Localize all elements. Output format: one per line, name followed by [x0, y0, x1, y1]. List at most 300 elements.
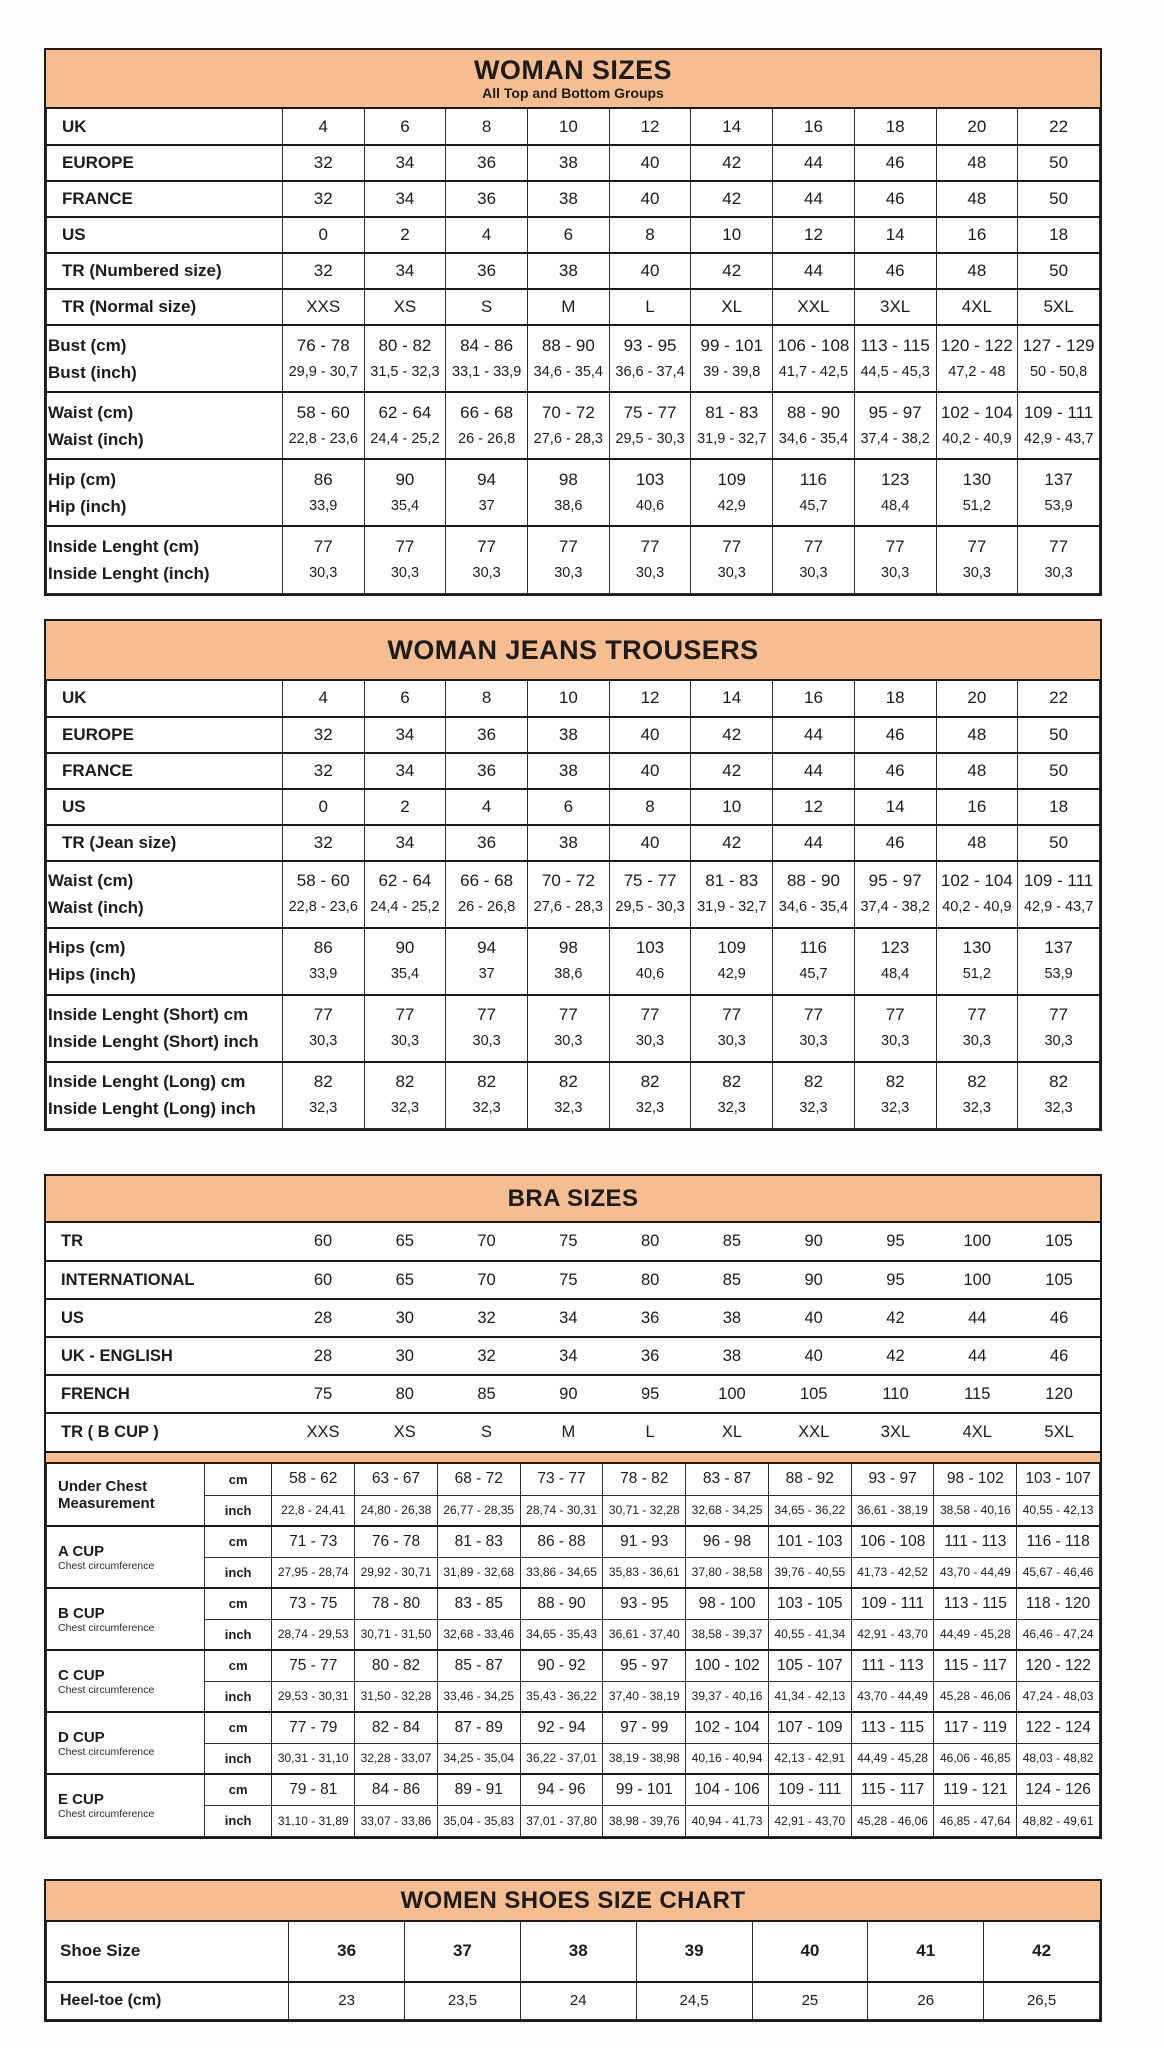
size-cell: 22,8 - 24,41 — [272, 1495, 355, 1526]
size-value-cm: 77 — [477, 1005, 497, 1024]
size-cell: 50 — [1018, 253, 1100, 289]
size-cell — [773, 995, 855, 1062]
row-label-bottom: Inside Lenght (Long) inch — [48, 1099, 256, 1119]
size-cell: 38,58 - 39,37 — [686, 1619, 769, 1650]
size-value-cm: 137 — [1044, 469, 1073, 489]
size-value-inch: 36,6 - 37,4 — [615, 363, 685, 380]
size-cell: 46,46 - 47,24 — [1017, 1619, 1100, 1650]
size-cell: 12 — [609, 109, 691, 145]
row-label-bottom: Hips (inch) — [48, 965, 136, 984]
size-cell: 36 — [289, 1922, 405, 1982]
size-cell — [691, 861, 773, 928]
size-cell: 116 - 118 — [1017, 1526, 1100, 1557]
size-cell — [446, 526, 528, 593]
size-cell: 28,74 - 29,53 — [272, 1619, 355, 1650]
table-row — [47, 789, 1100, 825]
table-row — [47, 1922, 1100, 1982]
size-cell: 8 — [446, 681, 528, 717]
size-cell: 106 - 108 — [851, 1526, 934, 1557]
size-cell: 70 — [446, 1261, 528, 1299]
size-cell: 65 — [364, 1261, 446, 1299]
cup-label — [47, 1650, 205, 1712]
size-cell: 77 - 79 — [272, 1712, 355, 1743]
size-value-cm: 109 — [717, 469, 746, 489]
size-value-cm: 77 — [967, 536, 987, 556]
row-label: FRENCH — [46, 1375, 282, 1413]
size-value-inch: 35,4 — [390, 966, 420, 982]
size-cell — [446, 928, 528, 995]
size-cell: 31,89 - 32,68 — [437, 1557, 520, 1588]
size-cell: 122 - 124 — [1017, 1712, 1100, 1743]
size-cell — [282, 928, 364, 995]
size-value-cm: 77 — [803, 1005, 823, 1024]
size-cell — [527, 459, 609, 526]
divider-band — [46, 1451, 1100, 1464]
size-cell — [854, 861, 936, 928]
size-cell: 43,70 - 44,49 — [851, 1681, 934, 1712]
bra-sizes-header — [46, 1176, 1100, 1223]
size-cell: 30,31 - 31,10 — [272, 1743, 355, 1774]
size-value-inch: 30,3 — [1044, 564, 1073, 581]
size-value-inch: 30,3 — [309, 564, 338, 581]
size-cell: 32,28 - 33,07 — [355, 1743, 438, 1774]
row-label — [47, 995, 283, 1062]
size-cell: 44 — [773, 253, 855, 289]
size-value-cm: 82 — [640, 1072, 660, 1092]
size-cell — [609, 995, 691, 1062]
size-cell: 65 — [395, 1232, 414, 1250]
size-cell — [691, 526, 773, 593]
size-cell — [691, 995, 773, 1062]
size-value-inch: 22,8 - 23,6 — [288, 430, 358, 447]
size-cell — [691, 459, 773, 526]
size-cell: 6 — [527, 217, 609, 253]
size-value-cm: 77 — [1049, 536, 1069, 556]
size-value-inch: 30,3 — [881, 564, 910, 581]
size-cell: 44 — [773, 825, 855, 861]
shoes-section — [44, 1879, 1102, 2023]
size-value-inch: 32,3 — [962, 1100, 991, 1117]
size-cell: 100 — [691, 1375, 773, 1413]
size-cell: 105 — [773, 1375, 855, 1413]
table-row — [47, 526, 1100, 593]
woman-sizes-section — [44, 48, 1102, 596]
table-row — [47, 1495, 1100, 1526]
size-value-inch: 30,3 — [962, 564, 991, 581]
size-cell: 34 — [364, 253, 446, 289]
size-cell: 32 — [446, 1299, 528, 1337]
size-cell: 40 — [609, 825, 691, 861]
size-cell — [936, 325, 1018, 392]
size-value-cm: 77 — [640, 536, 660, 556]
size-cell: 44 — [936, 1299, 1018, 1337]
size-value-inch: 30,3 — [881, 1033, 910, 1049]
size-cell — [609, 459, 691, 526]
size-cell: 40 — [773, 1337, 855, 1375]
row-label-bottom: Waist (inch) — [48, 898, 144, 917]
size-cell: 28 — [282, 1299, 364, 1337]
size-value-inch: 32,3 — [554, 1100, 583, 1117]
size-cell: 42 — [984, 1922, 1100, 1982]
size-cell: 109 - 111 — [768, 1774, 851, 1805]
table-row — [47, 1619, 1100, 1650]
size-value-cm: 88 - 90 — [786, 871, 840, 890]
size-value-cm: 58 - 60 — [296, 402, 350, 422]
size-value-inch: 30,3 — [635, 1033, 665, 1049]
size-cell: 40 — [609, 753, 691, 789]
size-value-inch: 41,7 - 42,5 — [778, 363, 849, 380]
table-row — [47, 253, 1100, 289]
size-cell — [773, 1062, 855, 1129]
size-value-cm: 130 — [962, 938, 992, 957]
size-value-inch: 32,3 — [881, 1100, 910, 1117]
size-cell: 16 — [936, 217, 1018, 253]
size-value-inch: 45,7 — [799, 966, 828, 982]
table-row — [47, 181, 1100, 217]
size-value-inch: 50 - 50,8 — [1029, 363, 1088, 380]
size-cell: 6 — [364, 109, 446, 145]
size-value-cm: 77 — [395, 536, 415, 556]
size-value-inch: 30,3 — [390, 564, 420, 581]
size-cell — [446, 861, 528, 928]
size-value-cm: 75 - 77 — [623, 871, 677, 890]
row-label-top: Inside Lenght (Short) cm — [48, 1005, 249, 1024]
size-cell: 80 — [640, 1232, 660, 1250]
size-cell: 26,5 — [984, 1982, 1100, 2020]
size-cell: 36 — [446, 717, 528, 753]
row-label: FRANCE — [47, 753, 283, 789]
table-row — [47, 217, 1100, 253]
size-value-inch: 37 — [478, 497, 495, 514]
unit-cell: cm — [204, 1526, 271, 1557]
size-cell: 115 — [936, 1375, 1018, 1413]
table-row — [47, 928, 1100, 995]
size-cell — [854, 459, 936, 526]
cup-label — [47, 1712, 205, 1774]
size-cell: 8 — [446, 109, 528, 145]
size-cell: 34,25 - 35,04 — [437, 1743, 520, 1774]
size-cell: 18 — [854, 109, 936, 145]
size-cell — [282, 1062, 364, 1129]
row-label-top: Inside Lenght (cm) — [48, 536, 200, 556]
size-cell: 100 - 102 — [686, 1650, 769, 1681]
row-label — [47, 928, 283, 995]
size-value-cm: 109 — [717, 938, 746, 957]
size-cell: 38 — [527, 253, 609, 289]
size-cell: 44 — [936, 1337, 1018, 1375]
size-value-cm: 103 — [635, 938, 665, 957]
size-value-inch: 31,9 - 32,7 — [697, 430, 767, 447]
size-value-cm: 77 — [558, 536, 578, 556]
size-cell: 97 - 99 — [603, 1712, 686, 1743]
row-label: FRANCE — [47, 181, 283, 217]
size-cell: 41 — [868, 1922, 984, 1982]
size-value-cm: 98 — [558, 469, 578, 489]
size-cell — [691, 1062, 773, 1129]
size-cell: 78 - 80 — [355, 1588, 438, 1619]
size-value-inch: 35,4 — [390, 497, 420, 514]
size-cell: 50 — [1018, 753, 1100, 789]
size-cell: 8 — [609, 217, 691, 253]
size-cell: 23 — [289, 1982, 405, 2020]
size-value-inch: 30,3 — [717, 564, 746, 581]
size-cell: 32 — [282, 145, 364, 181]
size-cell: 46 — [854, 181, 936, 217]
size-cell — [527, 392, 609, 459]
size-cell: 40,16 - 40,94 — [686, 1743, 769, 1774]
size-cell: 45,28 - 46,06 — [934, 1681, 1017, 1712]
size-value-cm: 77 — [313, 536, 333, 556]
size-cell: 63 - 67 — [355, 1464, 438, 1495]
size-cell — [364, 392, 446, 459]
size-cell: 85 - 87 — [437, 1650, 520, 1681]
size-cell: 10 — [527, 109, 609, 145]
size-cell: 120 - 122 — [1017, 1650, 1100, 1681]
size-cell: 43,70 - 44,49 — [934, 1557, 1017, 1588]
size-cell: 50 — [1018, 717, 1100, 753]
size-value-cm: 77 — [313, 1005, 333, 1024]
size-value-inch: 29,5 - 30,3 — [615, 430, 685, 447]
size-cell: 81 - 83 — [437, 1526, 520, 1557]
size-cell: 42 — [691, 253, 773, 289]
size-cell: 103 - 107 — [1017, 1464, 1100, 1495]
size-value-cm: 82 — [313, 1072, 333, 1092]
size-cell — [854, 928, 936, 995]
size-cell: 38,98 - 39,76 — [603, 1805, 686, 1836]
size-cell — [527, 995, 609, 1062]
size-cell — [609, 861, 691, 928]
size-value-cm: 123 — [880, 938, 910, 957]
size-cell: 0 — [282, 217, 364, 253]
size-cell: 32 — [282, 753, 364, 789]
size-value-inch: 30,3 — [554, 1033, 583, 1049]
size-cell: 4XL — [936, 1413, 1018, 1451]
table-row — [46, 1299, 1100, 1337]
row-label: US — [46, 1299, 282, 1337]
size-cell: 105 — [1045, 1232, 1073, 1250]
size-cell — [282, 995, 364, 1062]
size-cell — [854, 995, 936, 1062]
row-label: Shoe Size — [47, 1922, 289, 1982]
size-cell: 36,61 - 38,19 — [851, 1495, 934, 1526]
size-cell: 40 — [752, 1922, 868, 1982]
size-cell: 90 - 92 — [520, 1650, 603, 1681]
bra-band-table — [46, 1223, 1100, 1451]
size-value-cm: 120 - 122 — [940, 335, 1013, 355]
table-row — [47, 1650, 1100, 1681]
size-cell: 94 - 96 — [520, 1774, 603, 1805]
size-cell: 75 — [282, 1375, 364, 1413]
size-value-cm: 82 — [722, 1072, 742, 1092]
shoes-table — [46, 1922, 1100, 2021]
size-value-cm: 113 - 115 — [860, 335, 930, 355]
size-value-cm: 106 - 108 — [777, 335, 850, 355]
size-value-cm: 77 — [722, 536, 742, 556]
size-value-inch: 48,4 — [881, 966, 910, 982]
size-cell: 32,68 - 33,46 — [437, 1619, 520, 1650]
size-cell: 36 — [446, 753, 528, 789]
size-value-cm: 77 — [803, 536, 823, 556]
size-cell: 95 — [855, 1261, 937, 1299]
size-value-inch: 47,2 - 48 — [948, 363, 1006, 380]
size-cell: 6 — [364, 681, 446, 717]
size-value-cm: 103 — [635, 469, 665, 489]
size-cell: 111 - 113 — [934, 1526, 1017, 1557]
size-cell: 89 - 91 — [437, 1774, 520, 1805]
size-cell: 42,13 - 42,91 — [768, 1743, 851, 1774]
unit-cell: inch — [204, 1805, 271, 1836]
size-value-inch: 30,3 — [390, 1033, 420, 1049]
size-cell: 38 — [691, 1299, 773, 1337]
size-cell: 37,01 - 37,80 — [520, 1805, 603, 1836]
size-cell: XL — [691, 289, 773, 325]
size-cell — [527, 928, 609, 995]
size-cell: 111 - 113 — [851, 1650, 934, 1681]
size-cell: 32 — [282, 717, 364, 753]
size-cell: 18 — [854, 681, 936, 717]
shoes-header — [46, 1881, 1100, 1922]
size-value-inch: 44,5 - 45,3 — [860, 363, 930, 380]
size-cell: 38 — [527, 717, 609, 753]
size-value-cm: 81 - 83 — [705, 871, 759, 890]
cup-sublabel: Chest circumference — [58, 1745, 155, 1758]
table-row — [47, 995, 1100, 1062]
size-cell: 6 — [527, 789, 609, 825]
size-value-inch: 38,6 — [554, 966, 583, 982]
size-cell — [1018, 392, 1100, 459]
size-cell: 113 - 115 — [851, 1712, 934, 1743]
size-cell — [446, 392, 528, 459]
size-value-inch: 29,9 - 30,7 — [288, 363, 358, 380]
size-value-inch: 24,4 - 25,2 — [370, 430, 440, 447]
size-cell — [936, 526, 1018, 593]
size-cell: 35,43 - 36,22 — [520, 1681, 603, 1712]
size-value-inch: 45,7 — [799, 497, 828, 514]
table-row — [47, 1588, 1100, 1619]
table-row — [46, 1337, 1100, 1375]
size-cell: 42 — [855, 1337, 937, 1375]
size-cell: 30,71 - 31,50 — [355, 1619, 438, 1650]
size-cell: 105 - 107 — [768, 1650, 851, 1681]
size-value-inch: 51,2 — [962, 966, 991, 982]
size-cell: 38 — [527, 753, 609, 789]
size-cell: 16 — [936, 789, 1018, 825]
table-row — [47, 1526, 1100, 1557]
size-cell: 46 — [854, 717, 936, 753]
table-row — [47, 1557, 1100, 1588]
size-cell: 36 — [446, 825, 528, 861]
size-cell — [854, 526, 936, 593]
row-label-top: Inside Lenght (Long) cm — [48, 1072, 246, 1092]
size-cell: 27,95 - 28,74 — [272, 1557, 355, 1588]
size-cell: 50 — [1018, 181, 1100, 217]
size-cell — [773, 928, 855, 995]
size-cell: XXL — [773, 1413, 855, 1451]
size-cell: 41,34 - 42,13 — [768, 1681, 851, 1712]
unit-cell: inch — [204, 1681, 271, 1712]
size-value-inch: 31,5 - 32,3 — [370, 363, 440, 380]
table-row — [47, 1062, 1100, 1129]
size-cell — [364, 928, 446, 995]
size-value-inch: 30,3 — [472, 1033, 501, 1049]
cup-sublabel: Chest circumference — [58, 1807, 155, 1820]
size-cell — [1018, 325, 1100, 392]
size-cell: 25 — [752, 1982, 868, 2020]
size-value-cm: 75 - 77 — [623, 402, 677, 422]
size-cell: 120 — [1018, 1375, 1100, 1413]
size-cell — [609, 1062, 691, 1129]
row-label: TR (Jean size) — [47, 825, 283, 861]
size-cell: 40,94 - 41,73 — [686, 1805, 769, 1836]
size-cell: 32,68 - 34,25 — [686, 1495, 769, 1526]
size-cell: 38 — [520, 1922, 636, 1982]
row-label-bottom: Inside Lenght (inch) — [48, 563, 210, 583]
size-cell: 26,77 - 28,35 — [437, 1495, 520, 1526]
size-cell: 33,46 - 34,25 — [437, 1681, 520, 1712]
size-cell — [936, 459, 1018, 526]
size-value-cm: 109 - 111 — [1023, 871, 1094, 890]
size-cell: 86 - 88 — [520, 1526, 603, 1557]
size-cell: 96 - 98 — [686, 1526, 769, 1557]
size-value-cm: 98 — [558, 938, 578, 957]
size-cell: 42 — [855, 1299, 937, 1337]
size-value-inch: 26 - 26,8 — [458, 430, 516, 447]
woman-sizes-header — [46, 50, 1100, 109]
unit-cell: inch — [204, 1619, 271, 1650]
size-value-inch: 26 - 26,8 — [458, 899, 516, 915]
size-value-cm: 95 - 97 — [868, 871, 922, 890]
unit-cell: cm — [204, 1588, 271, 1619]
size-cell: 46 — [854, 825, 936, 861]
size-value-cm: 86 — [313, 469, 333, 489]
size-value-inch: 30,3 — [799, 1033, 828, 1049]
size-cell: 30,71 - 32,28 — [603, 1495, 686, 1526]
size-value-cm: 70 - 72 — [541, 402, 595, 422]
size-value-cm: 82 — [1049, 1072, 1069, 1092]
size-cell: 44,49 - 45,28 — [851, 1743, 934, 1774]
size-cell: 39,37 - 40,16 — [686, 1681, 769, 1712]
size-cell — [527, 526, 609, 593]
size-cell: 30 — [364, 1337, 446, 1375]
size-cell — [1018, 861, 1100, 928]
size-cell: 40 — [609, 717, 691, 753]
size-cell: 32 — [282, 181, 364, 217]
size-value-cm: 88 - 90 — [541, 335, 595, 355]
size-cell: M — [527, 289, 609, 325]
cup-name: Under Chest Measurement — [58, 1477, 155, 1512]
size-value-cm: 62 - 64 — [378, 402, 432, 422]
size-cell: 42,91 - 43,70 — [851, 1619, 934, 1650]
size-value-inch: 30,3 — [799, 564, 828, 581]
size-value-cm: 102 - 104 — [940, 402, 1013, 422]
size-value-inch: 40,2 - 40,9 — [942, 899, 1012, 915]
size-cell: 46 — [1018, 1299, 1100, 1337]
size-cell — [1018, 1062, 1100, 1129]
size-cell: 80 - 82 — [355, 1650, 438, 1681]
size-cell: 118 - 120 — [1017, 1588, 1100, 1619]
size-value-inch: 38,6 — [554, 497, 583, 514]
size-cell — [1018, 459, 1100, 526]
size-cell: 34,65 - 35,43 — [520, 1619, 603, 1650]
size-value-cm: 90 — [395, 938, 415, 957]
size-cell: 35,83 - 36,61 — [603, 1557, 686, 1588]
size-cell: 80 — [609, 1261, 691, 1299]
size-cell: 10 — [691, 217, 773, 253]
size-cell — [446, 325, 528, 392]
size-cell: 48 — [936, 253, 1018, 289]
size-value-inch: 32,3 — [472, 1100, 501, 1117]
size-value-inch: 30,3 — [717, 1033, 746, 1049]
